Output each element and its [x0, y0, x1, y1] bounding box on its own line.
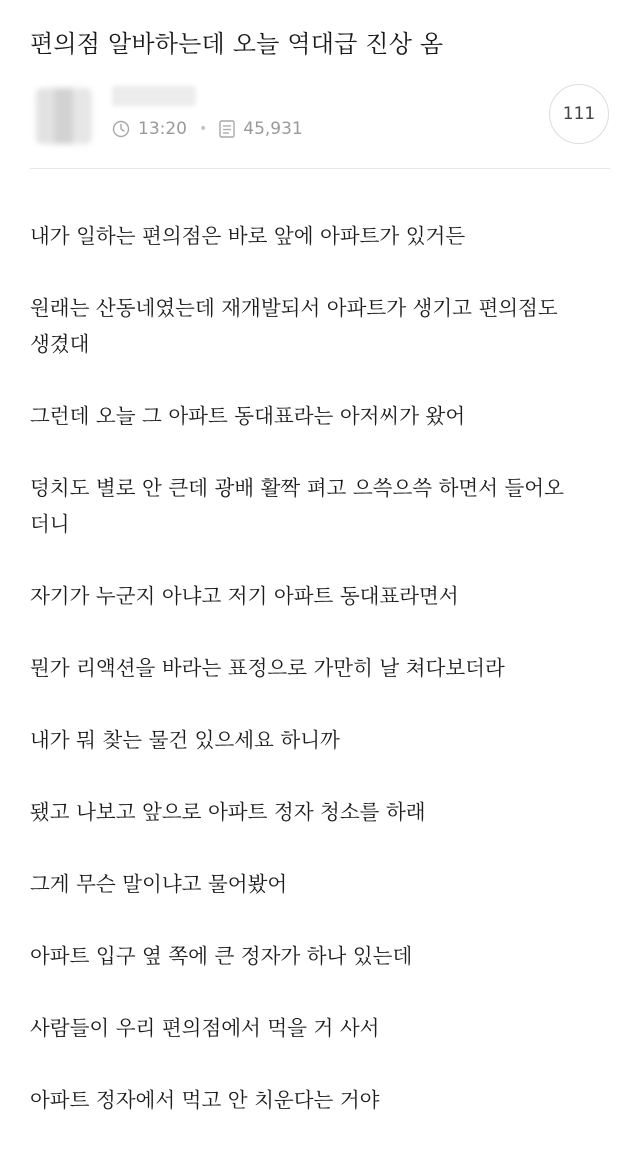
- meta-separator: •: [199, 121, 208, 137]
- body-paragraph: 뭔가 리액션을 바라는 표정으로 가만히 날 쳐다보더라: [30, 656, 505, 680]
- view-count: 45,931: [243, 119, 303, 139]
- body-paragraph: 내가 일하는 편의점은 바로 앞에 아파트가 있거든: [30, 224, 466, 248]
- post-title: 편의점 알바하는데 오늘 역대급 진상 옴: [30, 30, 444, 58]
- header-divider: [30, 168, 610, 169]
- clock-icon: [112, 120, 130, 138]
- body-paragraph: 아파트 정자에서 먹고 안 치운다는 거야: [30, 1088, 380, 1112]
- author-name-blurred[interactable]: [112, 86, 196, 106]
- body-paragraph: 자기가 누군지 아냐고 저기 아파트 동대표라면서: [30, 584, 459, 608]
- body-paragraph: 아파트 입구 옆 쪽에 큰 정자가 하나 있는데: [30, 944, 413, 968]
- body-paragraph: 원래는 산동네였는데 재개발되서 아파트가 생기고 편의점도 생겼대: [30, 296, 558, 356]
- body-paragraph: 내가 뭐 찾는 물건 있으세요 하니까: [30, 728, 340, 752]
- body-paragraph: 사람들이 우리 편의점에서 먹을 거 사서: [30, 1016, 380, 1040]
- comment-count-button[interactable]: 111: [549, 84, 609, 144]
- author-avatar-blurred[interactable]: [36, 88, 92, 144]
- post-body: [30, 218, 620, 1154]
- body-paragraph: 덩치도 별로 안 큰데 광배 활짝 펴고 으쓱으쓱 하면서 들어오 더니: [30, 476, 564, 536]
- post-meta: [112, 116, 303, 142]
- post-time: 13:20: [138, 119, 187, 139]
- body-paragraph: 그게 무슨 말이냐고 물어봤어: [30, 872, 288, 896]
- body-paragraph: 됐고 나보고 앞으로 아파트 정자 청소를 하래: [30, 800, 426, 824]
- body-paragraph: 그런데 오늘 그 아파트 동대표라는 아저씨가 왔어: [30, 404, 466, 428]
- document-icon: [219, 120, 235, 138]
